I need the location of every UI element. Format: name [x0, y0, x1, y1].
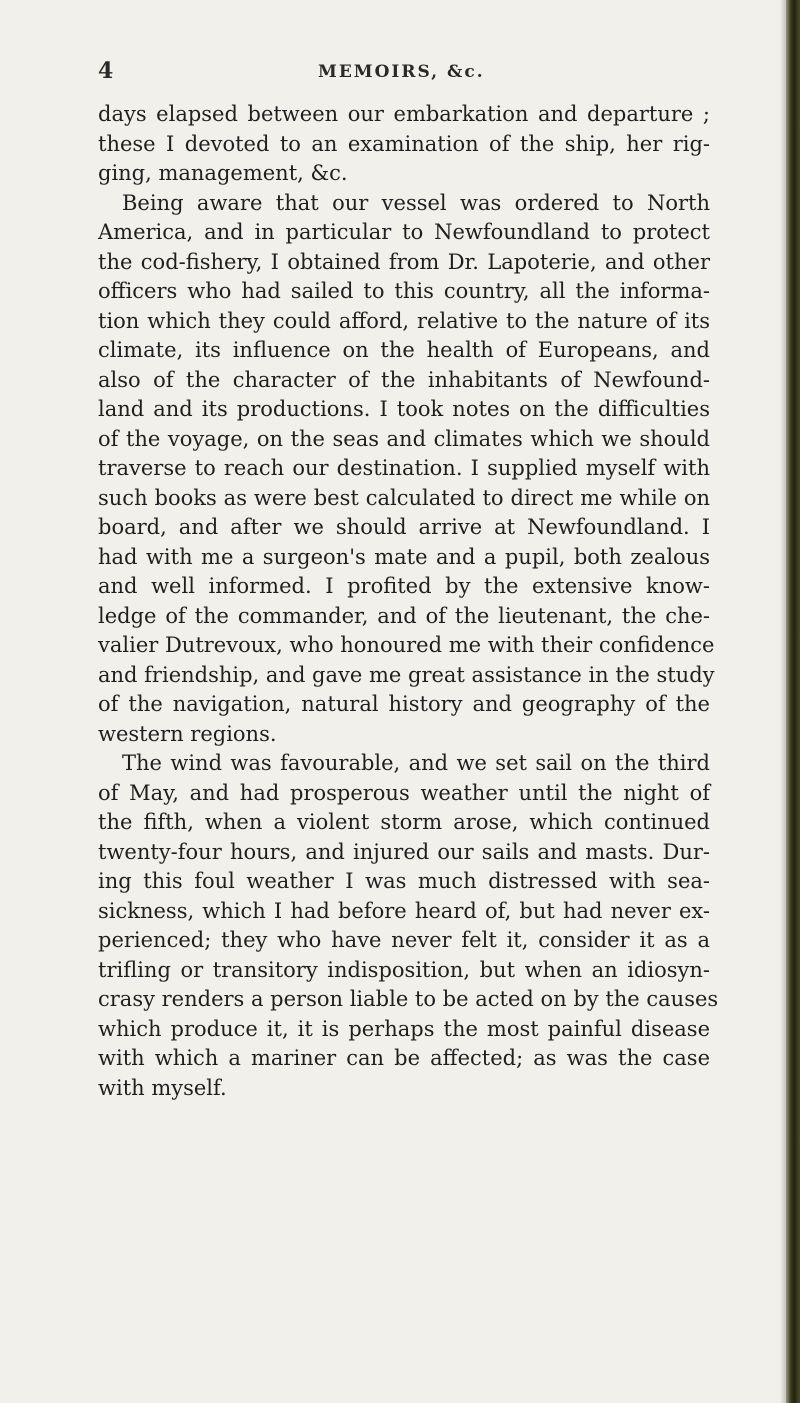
page-number: 4 — [98, 58, 114, 84]
text-line: of the voyage, on the seas and climates which we should — [98, 426, 710, 451]
text-line: the cod-fishery, I obtained from Dr. Lapoterie, and other — [98, 249, 710, 274]
text-line: ing this foul weather I was much distressed with sea- — [98, 869, 710, 893]
text-line: with myself. — [98, 1075, 227, 1100]
text-line: and well informed. I profited by the extensive know- — [98, 574, 710, 598]
text-line: The wind was favourable, and we set sail on the third — [122, 751, 710, 775]
text-line: which produce it, it is perhaps the most painful disease — [98, 1016, 710, 1041]
text-line: also of the character of the inhabitants of Newfound- — [98, 367, 710, 392]
running-head — [98, 58, 710, 88]
text-line: land and its productions. I took notes on the difficulties — [98, 397, 710, 421]
text-line: twenty-four hours, and injured our sails and masts. Dur- — [98, 839, 710, 864]
text-line: ledge of the commander, and of the lieutenant, the che- — [98, 603, 710, 628]
text-line: board, and after we should arrive at Newfoundland. I — [98, 515, 710, 539]
text-line: Being aware that our vessel was ordered to North — [122, 190, 710, 215]
text-line: tion which they could afford, relative to the nature of its — [98, 308, 710, 333]
text-line: crasy renders a person liable to be acted on by the causes — [98, 987, 719, 1011]
text-line: officers who had sailed to this country, all the informa- — [98, 279, 710, 303]
text-line: valier Dutrevoux, who honoured me with their confidence — [98, 633, 715, 657]
text-line: sickness, which I had before heard of, but had never ex- — [98, 898, 710, 923]
text-line: days elapsed between our embarkation and departure ; — [98, 102, 710, 126]
text-line: and friendship, and gave me great assistance in the study — [98, 662, 715, 687]
text-line: of May, and had prosperous weather until the night of — [98, 780, 710, 805]
text-line: climate, its influence on the health of Europeans, and — [98, 338, 710, 362]
running-title: MEMOIRS, &c. — [318, 62, 485, 82]
book-binding — [786, 0, 800, 1403]
text-line: western regions. — [98, 721, 277, 746]
text-line: America, and in particular to Newfoundland to protect — [98, 220, 710, 244]
text-line: of the navigation, natural history and geography of the — [98, 692, 710, 716]
body-text — [98, 100, 719, 1103]
text-line: these I devoted to an examination of the ship, her rig- — [98, 131, 710, 156]
text-line: such books as were best calculated to direct me while on — [98, 485, 710, 510]
text-line: the fifth, when a violent storm arose, which continued — [98, 810, 710, 834]
text-line: ging, management, &c. — [98, 161, 348, 185]
text-line: had with me a surgeon's mate and a pupil, both zealous — [98, 544, 710, 569]
text-line: trifling or transitory indisposition, but when an idiosyn- — [98, 957, 710, 982]
text-line: traverse to reach our destination. I supplied myself with — [98, 456, 710, 480]
text-line: with which a mariner can be affected; as was the case — [98, 1046, 710, 1070]
text-line: perienced; they who have never felt it, consider it as a — [98, 928, 710, 952]
